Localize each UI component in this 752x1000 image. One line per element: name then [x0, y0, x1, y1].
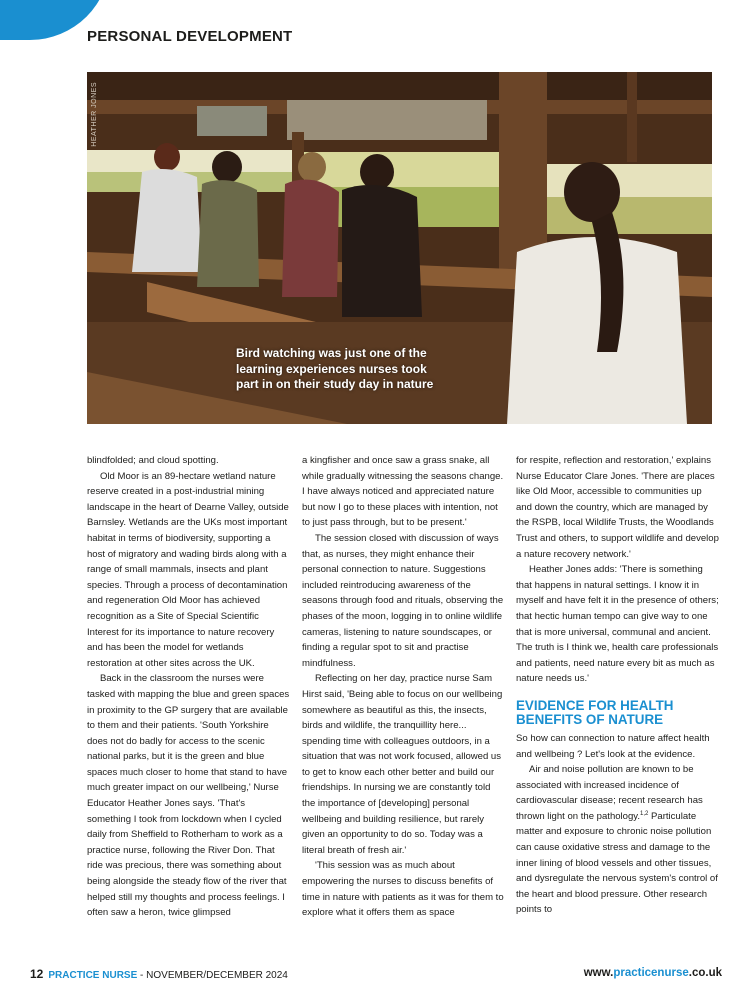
footer-page-info: [30, 967, 288, 981]
paragraph-text: Air and noise pollution are known to be associated with increased incidence of cardiovascular disease; recent research has thrown light on the pathology.: [516, 764, 703, 822]
section-label: PERSONAL DEVELOPMENT: [87, 28, 293, 45]
paragraph: The session closed with discussion of ways that, as nurses, they might enhance their personal connection to nature. Suggestions included reintroducing awareness of the seasons through food and rituals, observing the phases of the moon, logging in to online wildlife cameras, listening to nature soundscapes, or finding a regular spot to sit and practise mindfulness.: [302, 532, 504, 669]
section-subheading: EVIDENCE FOR HEALTH BENEFITS OF NATURE: [516, 697, 674, 728]
paragraph: Reflecting on her day, practice nurse Sam Hirst said, 'Being able to focus on our wellbeing somewhere as beautiful as this, the insects, birds and wildlife, the tranquillity here... spending time with colleagues outdoors, in a situation that was not work focused, allowed us to get to know each other better and build our friendships. In nursing we are constantly told the importance of [developing] personal wellbeing and building resilience, but rarely given an opportunity to do so. Today was a literal breath of fresh air.': [302, 673, 503, 856]
url-prefix: www.: [583, 967, 614, 979]
issue-date: - NOVEMBER/DECEMBER 2024: [137, 970, 288, 981]
paragraph: Back in the classroom the nurses were tasked with mapping the blue and green spaces in proximity to the GP surgery that are available to them and their patients. 'South Yorkshire does not do badly for access to the scenic national parks, but it is the green and blue spaces much closer to home that stand to have much greater impact on our wellbeing,' Nurse Educator Heather Jones says. 'That's something I took from lockdown when I cycled daily from Sheffield to Rotherham to work as a practice nurse, following the River Don. That ride was precious, there was something about being alongside the steady flow of the river that helped still my thoughts and process feelings. I often saw a heron, twice glimpsed: [87, 673, 290, 919]
paragraph: blindfolded; and cloud spotting.: [87, 455, 219, 466]
article-column-2: [302, 453, 505, 921]
article-column-3: [516, 453, 719, 918]
publication-name: PRACTICE NURSE: [48, 970, 138, 981]
reference-marker: 1,2: [640, 810, 649, 817]
paragraph: Heather Jones adds: 'There is something that happens in natural settings. I know it in myself and have felt it in the presence of others; that hectic human tempo can give way to one that is more universal, communal and ancient. The truth is I think we, health care professionals and patients, need nature every bit as much as nature needs us.': [516, 564, 719, 685]
photo-credit: HEATHER JONES: [91, 82, 98, 147]
paragraph: for respite, reflection and restoration,' explains Nurse Educator Clare Jones. 'There are places like Old Moor, accessible to communities up and down the country, which are managed by the RSPB, local Wildlife Trusts, the Woodlands Trust and others, to support wildlife and develop a nature recovery network.': [516, 455, 719, 560]
paragraph-text: Particulate matter and exposure to chronic noise pollution can cause oxidative stress and damage to the inner lining of blood vessels and other tissues, and dysregulate the nervous system's control of the heart and blood pressure. Other research points to: [516, 810, 718, 916]
paragraph: [516, 762, 719, 918]
article-column-1: [87, 453, 290, 921]
paragraph: Old Moor is an 89-hectare wetland nature reserve created in a post-industrial mining landscape in the heart of Dearne Valley, outside Barnsley. Wetlands are the UKs most important habitat in terms of biodiversity, supporting a host of migratory and wading birds along with a range of small mammals, insects and plant species. Through a process of decontamination and regeneration Old Moor has achieved recognition as a Site of Special Scientific Interest for its importance to nature recovery and has been the model for wetlands restoration at other sites across the UK.: [87, 470, 289, 669]
paragraph: a kingfisher and once saw a grass snake, all while gradually witnessing the seasons change. I have always noticed and appreciated nature but now I go to these places with intention, not to just pass through, but to be present.': [302, 455, 504, 529]
paragraph: So how can connection to nature affect health and wellbeing ? Let's look at the evidence.: [516, 732, 710, 760]
page-number: 12: [30, 967, 44, 981]
paragraph: 'This session was as much about empowering the nurses to discuss benefits of time in nature with patients as it was for them to explore what it offers them as space: [302, 860, 504, 919]
photo-caption: Bird watching was just one of the learning experiences nurses took part in on their study day in nature: [236, 346, 434, 391]
url-suffix: .co.uk: [688, 967, 722, 979]
url-accent: practicenurse: [613, 967, 689, 979]
footer-url[interactable]: [584, 967, 722, 979]
